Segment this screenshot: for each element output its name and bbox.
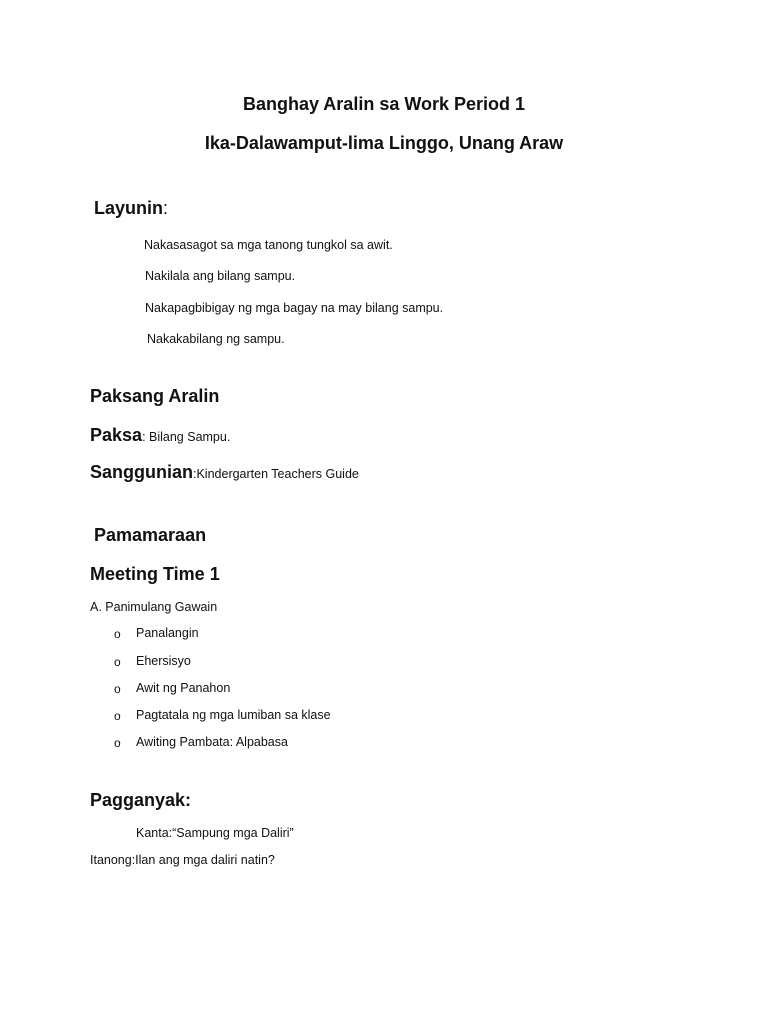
kanta-line: Kanta:“Sampung mga Daliri” (136, 826, 294, 840)
list-item: Awit ng Panahon (136, 681, 231, 695)
itanong-line: Itanong:Ilan ang mga daliri natin? (90, 853, 275, 867)
layunin-item: Nakasasagot sa mga tanong tungkol sa awit. (144, 238, 393, 252)
meeting-time-heading: Meeting Time 1 (90, 564, 220, 584)
pamamaraan-heading: Pamamaraan (94, 525, 207, 545)
list-item: Awiting Pambata: Alpabasa (136, 735, 288, 749)
bullet-marker: o (114, 736, 121, 750)
bullet-marker: o (114, 655, 121, 669)
list-item: Panalangin (136, 626, 199, 640)
layunin-item: Nakakabilang ng sampu. (147, 332, 285, 346)
document-title: Banghay Aralin sa Work Period 1 (242, 94, 526, 114)
sanggunian-value: :Kindergarten Teachers Guide (193, 467, 359, 481)
list-item: Pagtatala ng mga lumiban sa klase (136, 708, 331, 722)
panimulang-gawain-label: A. Panimulang Gawain (90, 600, 218, 614)
paksang-aralin-heading: Paksang Aralin (90, 386, 220, 406)
paksa-label: Paksa (90, 425, 143, 445)
layunin-heading-label: Layunin (94, 198, 164, 218)
paksa-line (90, 425, 230, 446)
bullet-marker: o (114, 682, 121, 696)
layunin-item: Nakilala ang bilang sampu. (145, 269, 296, 283)
layunin-item: Nakapagbibigay ng mga bagay na may bilang sampu. (145, 301, 444, 315)
document-subtitle: Ika-Dalawamput-lima Linggo, Unang Araw (204, 133, 564, 153)
paksa-value: : Bilang Sampu. (142, 430, 231, 444)
layunin-heading (94, 198, 168, 219)
sanggunian-label: Sanggunian (90, 462, 193, 482)
list-item: Ehersisyo (136, 654, 191, 668)
layunin-colon: : (163, 198, 169, 218)
sanggunian-line (90, 462, 359, 483)
bullet-marker: o (114, 709, 121, 723)
bullet-marker: o (114, 627, 121, 641)
pagganyak-heading: Pagganyak: (90, 790, 192, 810)
